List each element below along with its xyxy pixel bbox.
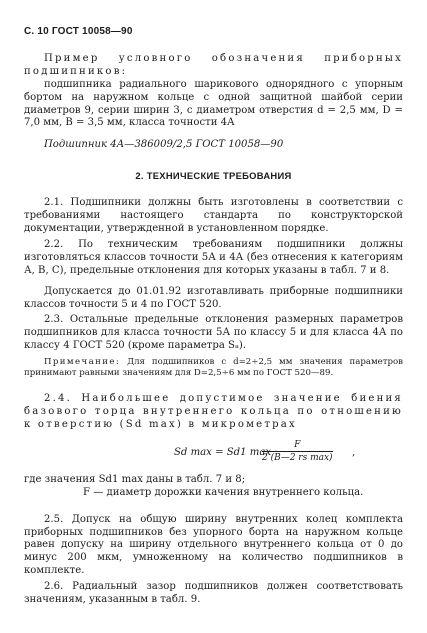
note bbox=[24, 357, 403, 379]
section-title: 2. ТЕХНИЧЕСКИЕ ТРЕБОВАНИЯ bbox=[135, 170, 292, 182]
formula-where-2: F — диаметр дорожки качения внутреннего кольца. bbox=[83, 486, 364, 498]
note-label: Примечание: bbox=[44, 357, 121, 368]
paragraph-2-5: 2.5. Допуск на общую ширину внутренних колец комплекта приборных подшипников без упорного борта на наружном кольце равен допуску на ширину отдельного внутреннего кольца от 0 до минус 200 мкм, умноженному на количество подшипников в комплекте. bbox=[24, 513, 403, 577]
formula-numerator: F bbox=[294, 439, 301, 450]
paragraph-2-1: 2.1. Подшипники должны быть изготовлены в соответствии с требованиями настоящего стандарта по конструкторской документации, утвержденной в установленном порядке. bbox=[24, 197, 403, 234]
example-body: подшипника радиального шарикового однорядного с упорным бортом на наружном кольце с одной защитной шайбой серии диаметров 9, серии ширин 3, с диаметром отверстия d = 2,5 мм, D = 7,0 мм, B = 3,5 мм, класса точности 4А bbox=[24, 78, 403, 129]
bearing-designation: Подшипник 4А—386009/2,5 ГОСТ 10058—90 bbox=[44, 139, 284, 151]
paragraph-2-6: 2.6. Радиальный зазор подшипников должен соответствовать значениям, указанным в табл. 9. bbox=[24, 581, 403, 606]
formula-where-1: где значения Sd1 max даны в табл. 7 и 8; bbox=[24, 473, 246, 485]
page-header: С. 10 ГОСТ 10058—90 bbox=[24, 26, 133, 37]
runout-formula bbox=[24, 440, 403, 468]
note-text: Для подшипников с d=2÷2,5 мм значения параметров принимают равными значениям для D=2,5÷6 мм по ГОСТ 520—89. bbox=[24, 357, 404, 379]
formula-comma: , bbox=[352, 446, 356, 458]
formula-fraction bbox=[262, 440, 333, 464]
paragraph-2-4: 2.4. Наибольшее допустимое значение биения базового торца внутреннего кольца по отношению к отверстию (Sd max) в микрометрах bbox=[24, 393, 403, 430]
example-title: Пример условного обозначения приборных подшипников: bbox=[24, 52, 403, 77]
paragraph-2-3: 2.3. Остальные предельные отклонения размерных параметров подшипников для класса точности 5А по классу 5 и для класса 4А по классу 4 ГОСТ 520 (кроме параметра Sₐ). bbox=[24, 314, 403, 352]
formula-denominator: 2 (B—2 rs max) bbox=[262, 452, 333, 463]
paragraph-2-2-permission: Допускается до 01.01.92 изготавливать приборные подшипники классов точности 5 и 4 по ГОСТ 520. bbox=[24, 285, 403, 310]
paragraph-2-2: 2.2. По техническим требованиям подшипники должны изготовляться классов точности 5А и 4А (без отнесения к категориям А, В, С), предельные отклонения для которых указаны в табл. 7 и 8. bbox=[24, 238, 403, 276]
formula-lhs: Sd max = Sd1 max · bbox=[174, 446, 278, 458]
